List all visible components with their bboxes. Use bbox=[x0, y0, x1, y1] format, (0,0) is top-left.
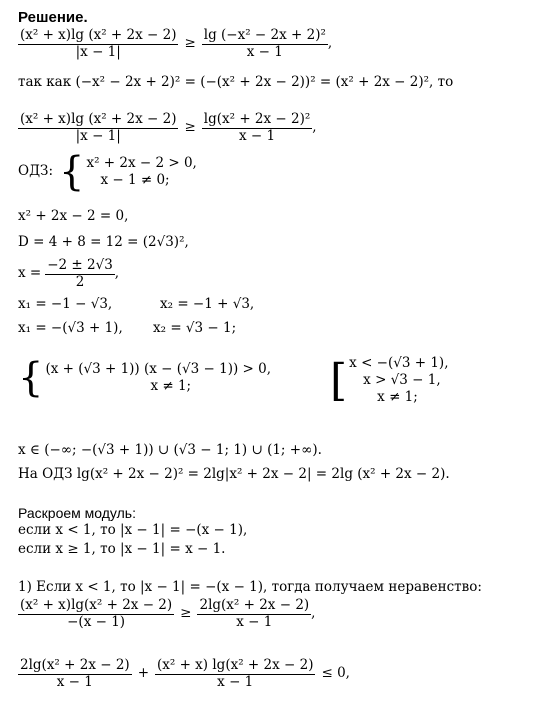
system-right-row-2: x > √3 − 1, bbox=[363, 372, 441, 388]
punctuation: , bbox=[311, 605, 316, 622]
inequality-original bbox=[18, 28, 332, 60]
plus-sign: + bbox=[137, 665, 149, 682]
relation: ≥ bbox=[184, 35, 196, 52]
punctuation: , bbox=[312, 119, 317, 136]
roots-row-2 bbox=[18, 320, 237, 336]
root-2: x₂ = −1 + √3, bbox=[160, 296, 255, 312]
rhs-denominator: x − 1 bbox=[236, 613, 273, 630]
second-fraction bbox=[155, 658, 315, 690]
brace-icon: { bbox=[59, 149, 85, 195]
root-1: x₁ = −1 − √3, bbox=[18, 296, 113, 312]
rhs-denominator: x − 1 bbox=[238, 127, 276, 144]
first-fraction bbox=[18, 658, 132, 690]
system-left-row-1: (x + (√3 + 1)) (x − (√3 − 1)) > 0, bbox=[45, 361, 272, 377]
system-left-row-2: x ≠ 1; bbox=[150, 378, 192, 394]
first-numerator: 2lg(x² + 2x − 2) bbox=[20, 657, 130, 673]
discriminant: D = 4 + 8 = 12 = (2√3)², bbox=[18, 234, 189, 250]
since-line: так как (−x² − 2x + 2)² = (−(x² + 2x − 2))² = (x² + 2x − 2)², то bbox=[18, 74, 454, 90]
final-inequality bbox=[18, 658, 350, 690]
case-1-intro: 1) Если x < 1, то |x − 1| = −(x − 1), тогда получаем неравенство: bbox=[18, 579, 482, 595]
root-formula bbox=[18, 258, 119, 290]
system-right bbox=[330, 355, 449, 406]
root-fraction bbox=[45, 258, 115, 290]
lhs-fraction bbox=[18, 28, 178, 60]
rhs-fraction bbox=[197, 598, 311, 630]
modulus-case-1: если x < 1, то |x − 1| = −(x − 1), bbox=[18, 522, 248, 538]
relation: ≥ bbox=[184, 119, 196, 136]
root-1-alt: x₁ = −(√3 + 1), bbox=[18, 320, 123, 336]
modulus-heading: Раскроем модуль: bbox=[18, 505, 136, 521]
lhs-denominator: |x − 1| bbox=[75, 127, 121, 144]
odz-label: ОДЗ: bbox=[18, 163, 54, 180]
relation: ≥ bbox=[180, 605, 192, 622]
roots-row-1 bbox=[18, 296, 255, 312]
odz-log-identity: На ОДЗ lg(x² + 2x − 2)² = 2lg|x² + 2x − 2| = 2lg (x² + 2x − 2). bbox=[18, 466, 450, 482]
odz-condition-1: x² + 2x − 2 > 0, bbox=[86, 155, 197, 171]
system-right-row-1: x < −(√3 + 1), bbox=[349, 355, 449, 371]
quadratic-equation: x² + 2x − 2 = 0, bbox=[18, 208, 129, 224]
system-left bbox=[18, 355, 272, 401]
lhs-numerator: (x² + x)lg(x² + 2x − 2) bbox=[20, 597, 173, 613]
lhs-fraction bbox=[18, 598, 174, 630]
brace-icon: { bbox=[18, 355, 44, 401]
odz-system bbox=[18, 149, 197, 195]
case-1-inequality bbox=[18, 598, 315, 630]
rhs-fraction bbox=[202, 112, 313, 144]
lhs-fraction bbox=[18, 112, 178, 144]
root-numerator: −2 ± 2√3 bbox=[47, 257, 113, 273]
bracket-icon: [ bbox=[330, 354, 348, 406]
answer-interval: x ∈ (−∞; −(√3 + 1)) ∪ (√3 − 1; 1) ∪ (1; +∞). bbox=[18, 442, 322, 458]
rhs-denominator: x − 1 bbox=[246, 43, 283, 60]
punctuation: , bbox=[327, 35, 333, 52]
modulus-case-2: если x ≥ 1, то |x − 1| = x − 1. bbox=[18, 541, 226, 557]
inequality-rewritten bbox=[18, 112, 317, 144]
second-denominator: x − 1 bbox=[217, 673, 254, 690]
rhs-numerator: lg (−x² − 2x + 2)² bbox=[203, 27, 326, 43]
root-2-alt: x₂ = √3 − 1; bbox=[153, 320, 237, 336]
root-formula-lhs: x = bbox=[18, 265, 42, 282]
lhs-denominator: |x − 1| bbox=[75, 43, 121, 60]
punctuation: , bbox=[114, 265, 120, 282]
system-right-row-3: x ≠ 1; bbox=[377, 389, 418, 405]
lhs-numerator: (x² + x)lg (x² + 2x − 2) bbox=[20, 27, 177, 43]
solution-heading: Решение. bbox=[18, 9, 88, 26]
relation: ≤ 0, bbox=[321, 665, 350, 682]
root-denominator: 2 bbox=[75, 273, 85, 290]
odz-condition-2: x − 1 ≠ 0; bbox=[100, 172, 170, 188]
lhs-numerator: (x² + x)lg (x² + 2x − 2) bbox=[20, 111, 177, 127]
rhs-fraction bbox=[202, 28, 328, 60]
first-denominator: x − 1 bbox=[56, 673, 93, 690]
second-numerator: (x² + x) lg(x² + 2x − 2) bbox=[157, 657, 314, 673]
rhs-numerator: lg(x² + 2x − 2)² bbox=[203, 111, 311, 127]
rhs-numerator: 2lg(x² + 2x − 2) bbox=[199, 597, 310, 613]
lhs-denominator: −(x − 1) bbox=[67, 613, 126, 630]
